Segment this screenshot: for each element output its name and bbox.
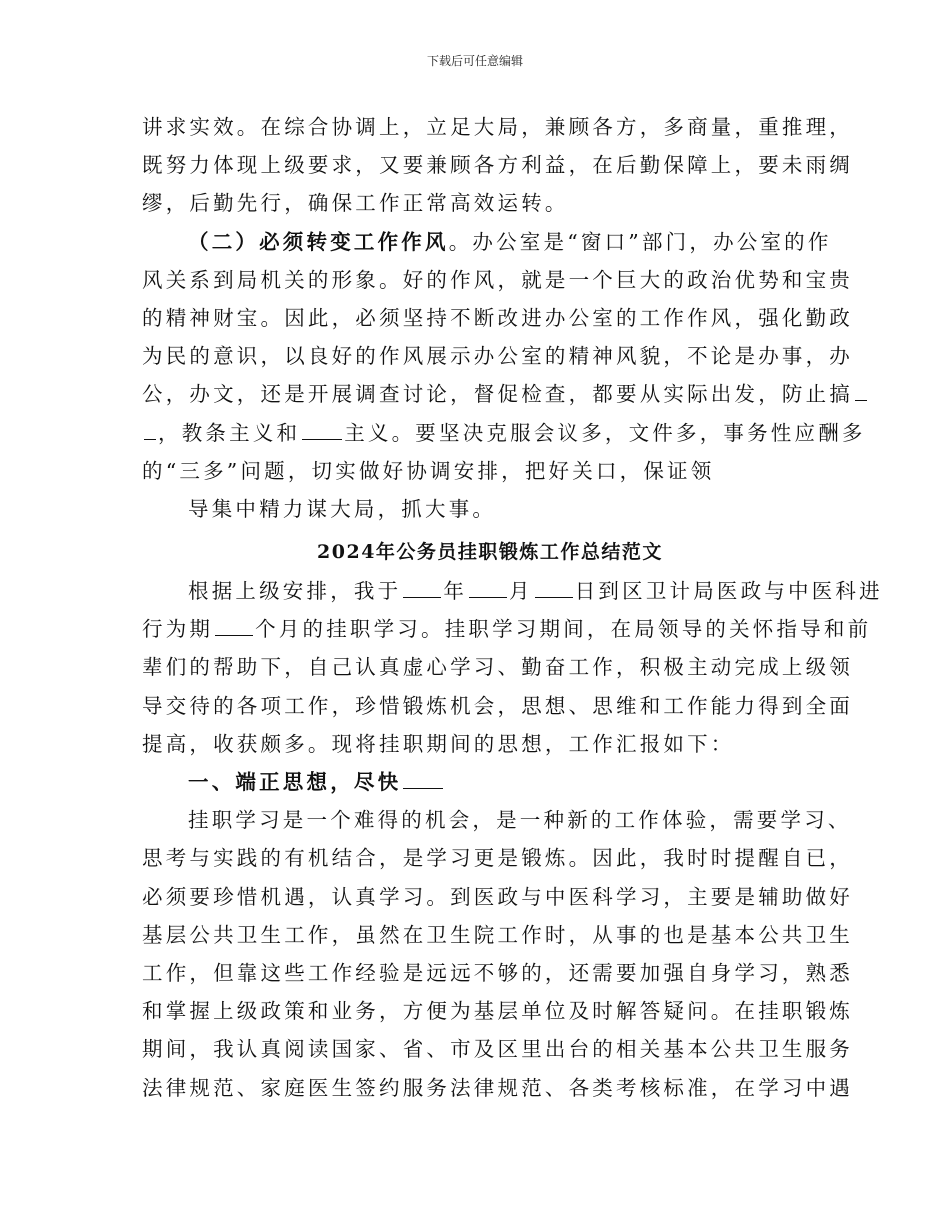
paragraph-line: 导集中精力谋大局，抓大事。 bbox=[188, 496, 497, 521]
paragraph-line bbox=[142, 223, 832, 261]
blank-underline bbox=[144, 417, 156, 440]
paragraph-line bbox=[142, 572, 883, 610]
paragraph-line: 基层公共卫生工作，虽然在卫生院工作时，从事的也是基本公共卫生 bbox=[142, 922, 853, 947]
paragraph-text: 个月的挂职学习。挂职学习期间，在局领导的关怀指导和前 bbox=[255, 617, 872, 642]
paragraph-line: 必须要珍惜机遇，认真学习。到医政与中医科学习，主要是辅助做好 bbox=[142, 884, 853, 909]
blank-underline bbox=[302, 417, 342, 440]
paragraph-text: ，教条主义和 bbox=[158, 420, 301, 445]
article-title: 2024年公务员挂职锻炼工作总结范文 bbox=[317, 541, 663, 564]
paragraph-line bbox=[142, 414, 866, 452]
paragraph-line: 风关系到局机关的形象。好的作风，就是一个巨大的政治优势和宝贵 bbox=[142, 267, 853, 292]
paragraph-line: 导交待的各项工作，珍惜锻炼机会，思想、思维和工作能力得到全面 bbox=[142, 693, 853, 718]
blank-underline bbox=[403, 575, 441, 598]
page-header-note: 下载后可任意编辑 bbox=[426, 54, 523, 68]
paragraph-line: 提高，收获颇多。现将挂职期间的思想，工作汇报如下： bbox=[142, 731, 735, 756]
blank-underline bbox=[403, 766, 443, 789]
paragraph-text: 根据上级安排，我于 bbox=[188, 579, 402, 604]
paragraph-line: 既努力体现上级要求，又要兼顾各方利益，在后勤保障上，要未雨绸 bbox=[142, 153, 853, 178]
section-heading bbox=[142, 763, 812, 801]
section-heading-text: 一、端正思想，尽快 bbox=[188, 770, 402, 794]
paragraph-line bbox=[142, 610, 872, 648]
paragraph-line: 的“三多”问题，切实做好协调安排，把好关口，保证领 bbox=[142, 458, 715, 483]
paragraph-line: 为民的意识，以良好的作风展示办公室的精神风貌，不论是办事，办 bbox=[142, 344, 853, 369]
document-body bbox=[142, 108, 883, 1107]
blank-underline bbox=[535, 575, 573, 598]
subsection-heading: （二）必须转变工作作风 bbox=[188, 229, 449, 254]
paragraph-line: 辈们的帮助下，自己认真虚心学习、勤奋工作，积极主动完成上级领 bbox=[142, 655, 853, 680]
paragraph-line: 讲求实效。在综合协调上，立足大局，兼顾各方，多商量，重推理， bbox=[142, 115, 853, 139]
paragraph-line: 工作，但靠这些工作经验是远远不够的，还需要加强自身学习，熟悉 bbox=[142, 960, 853, 985]
blank-underline bbox=[855, 378, 867, 401]
paragraph-line: 思考与实践的有机结合，是学习更是锻炼。因此，我时时提醒自已， bbox=[142, 846, 853, 871]
paragraph-line: 期间，我认真阅读国家、省、市及区里出台的相关基本公共卫生服务 bbox=[142, 1037, 853, 1062]
paragraph-line: 法律规范、家庭医生签约服务法律规范、各类考核标准，在学习中遇 bbox=[142, 1075, 853, 1100]
paragraph-text: 。办公室是“窗口”部门，办公室的作 bbox=[448, 229, 832, 254]
blank-underline bbox=[469, 575, 507, 598]
paragraph-line: 和掌握上级政策和业务，方便为基层单位及时解答疑问。在挂职锻炼 bbox=[142, 999, 853, 1024]
paragraph-text: 日到区卫计局医政与中医科进 bbox=[574, 579, 883, 604]
paragraph-text: 公，办文，还是开展调查讨论，督促检查，都要从实际出发，防止搞 bbox=[142, 382, 853, 407]
paragraph-text: 主义。要坚决克服会议多，文件多，事务性应酬多 bbox=[344, 420, 866, 445]
paragraph-line bbox=[142, 375, 853, 413]
paragraph-line: 的精神财宝。因此，必须坚持不断改进办公室的工作作风，强化勤政 bbox=[142, 305, 853, 330]
paragraph-text: 行为期 bbox=[142, 617, 214, 642]
blank-underline bbox=[215, 613, 253, 636]
paragraph-text: 月 bbox=[509, 579, 533, 604]
paragraph-text: 年 bbox=[443, 579, 468, 604]
paragraph-line: 挂职学习是一个难得的机会，是一种新的工作体验，需要学习、 bbox=[188, 808, 852, 833]
paragraph-line: 缪，后勤先行，确保工作正常高效运转。 bbox=[142, 191, 569, 216]
